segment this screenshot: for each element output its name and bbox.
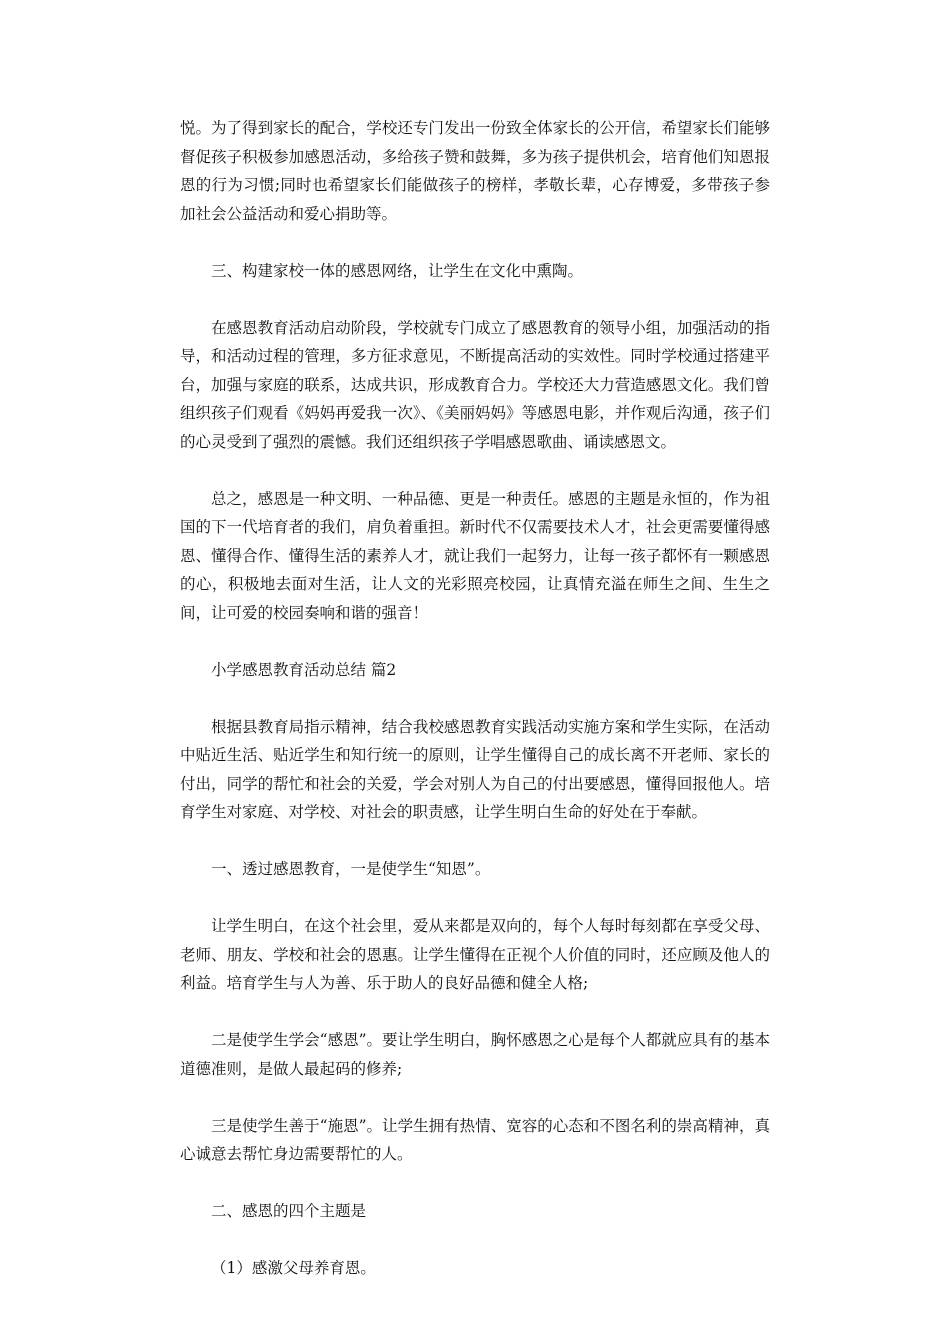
section-heading-one: 一、透过感恩教育，一是使学生“知恩”。: [211, 860, 491, 878]
section-heading-two: 二、感恩的四个主题是: [211, 1202, 367, 1220]
list-item-parents: （1）感激父母养育恩。: [211, 1259, 376, 1277]
document-body: [180, 114, 770, 1303]
article-title-part-2: 小学感恩教育活动总结 篇2: [211, 660, 397, 679]
paragraph-know-grace: 让学生明白，在这个社会里，爱从来都是双向的，每个人每时每刻都在享受父母、老师、朋友、学校和社会的恩惠。让学生懂得在正视个人价值的同时，还应顾及他人的利益。培育学生与人为善、乐于助人的良好品德和健全人格;: [180, 917, 770, 992]
paragraph-learn-gratitude: 二是使学生学会“感恩”。要让学生明白，胸怀感恩之心是每个人都就应具有的基本道德准则，是做人最起码的修养;: [180, 1031, 770, 1078]
paragraph-parent-letter: 悦。为了得到家长的配合，学校还专门发出一份致全体家长的公开信，希望家长们能够督促孩子积极参加感恩活动，多给孩子赞和鼓舞，多为孩子提供机会，培育他们知恩报恩的行为习惯;同时也希望家长们能做孩子的榜样，孝敬长辈，心存博爱，多带孩子参加社会公益活动和爱心捐助等。: [180, 119, 770, 223]
paragraph-conclusion: 总之，感恩是一种文明、一种品德、更是一种责任。感恩的主题是永恒的，作为祖国的下一代培育者的我们，肩负着重担。新时代不仅需要技术人才，社会更需要懂得感恩、懂得合作、懂得生活的素养人才，就让我们一起努力，让每一孩子都怀有一颗感恩的心，积极地去面对生活，让人文的光彩照亮校园，让真情充溢在师生之间、生生之间，让可爱的校园奏响和谐的强音！: [180, 489, 770, 622]
section-heading-three: 三、构建家校一体的感恩网络，让学生在文化中熏陶。: [211, 261, 584, 280]
paragraph-instructions: 根据县教育局指示精神，结合我校感恩教育实践活动实施方案和学生实际，在活动中贴近生活、贴近学生和知行统一的原则，让学生懂得自己的成长离不开老师、家长的付出，同学的帮忙和社会的关爱，学会对别人为自己的付出要感恩，懂得回报他人。培育学生对家庭、对学校、对社会的职责感，让学生明白生命的好处在于奉献。: [180, 717, 770, 821]
paragraph-give-grace: 三是使学生善于“施恩”。让学生拥有热情、宽容的心态和不图名利的崇高精神，真心诚意去帮忙身边需要帮忙的人。: [180, 1116, 770, 1163]
paragraph-activity-launch: 在感恩教育活动启动阶段，学校就专门成立了感恩教育的领导小组，加强活动的指导，和活动过程的管理，多方征求意见，不断提高活动的实效性。同时学校通过搭建平台，加强与家庭的联系，达成共识，形成教育合力。学校还大力营造感恩文化。我们曾组织孩子们观看《妈妈再爱我一次》、《美丽妈妈》等感恩电影，并作观后沟通，孩子们的心灵受到了强烈的震憾。我们还组织孩子学唱感恩歌曲、诵读感恩文。: [180, 318, 770, 451]
